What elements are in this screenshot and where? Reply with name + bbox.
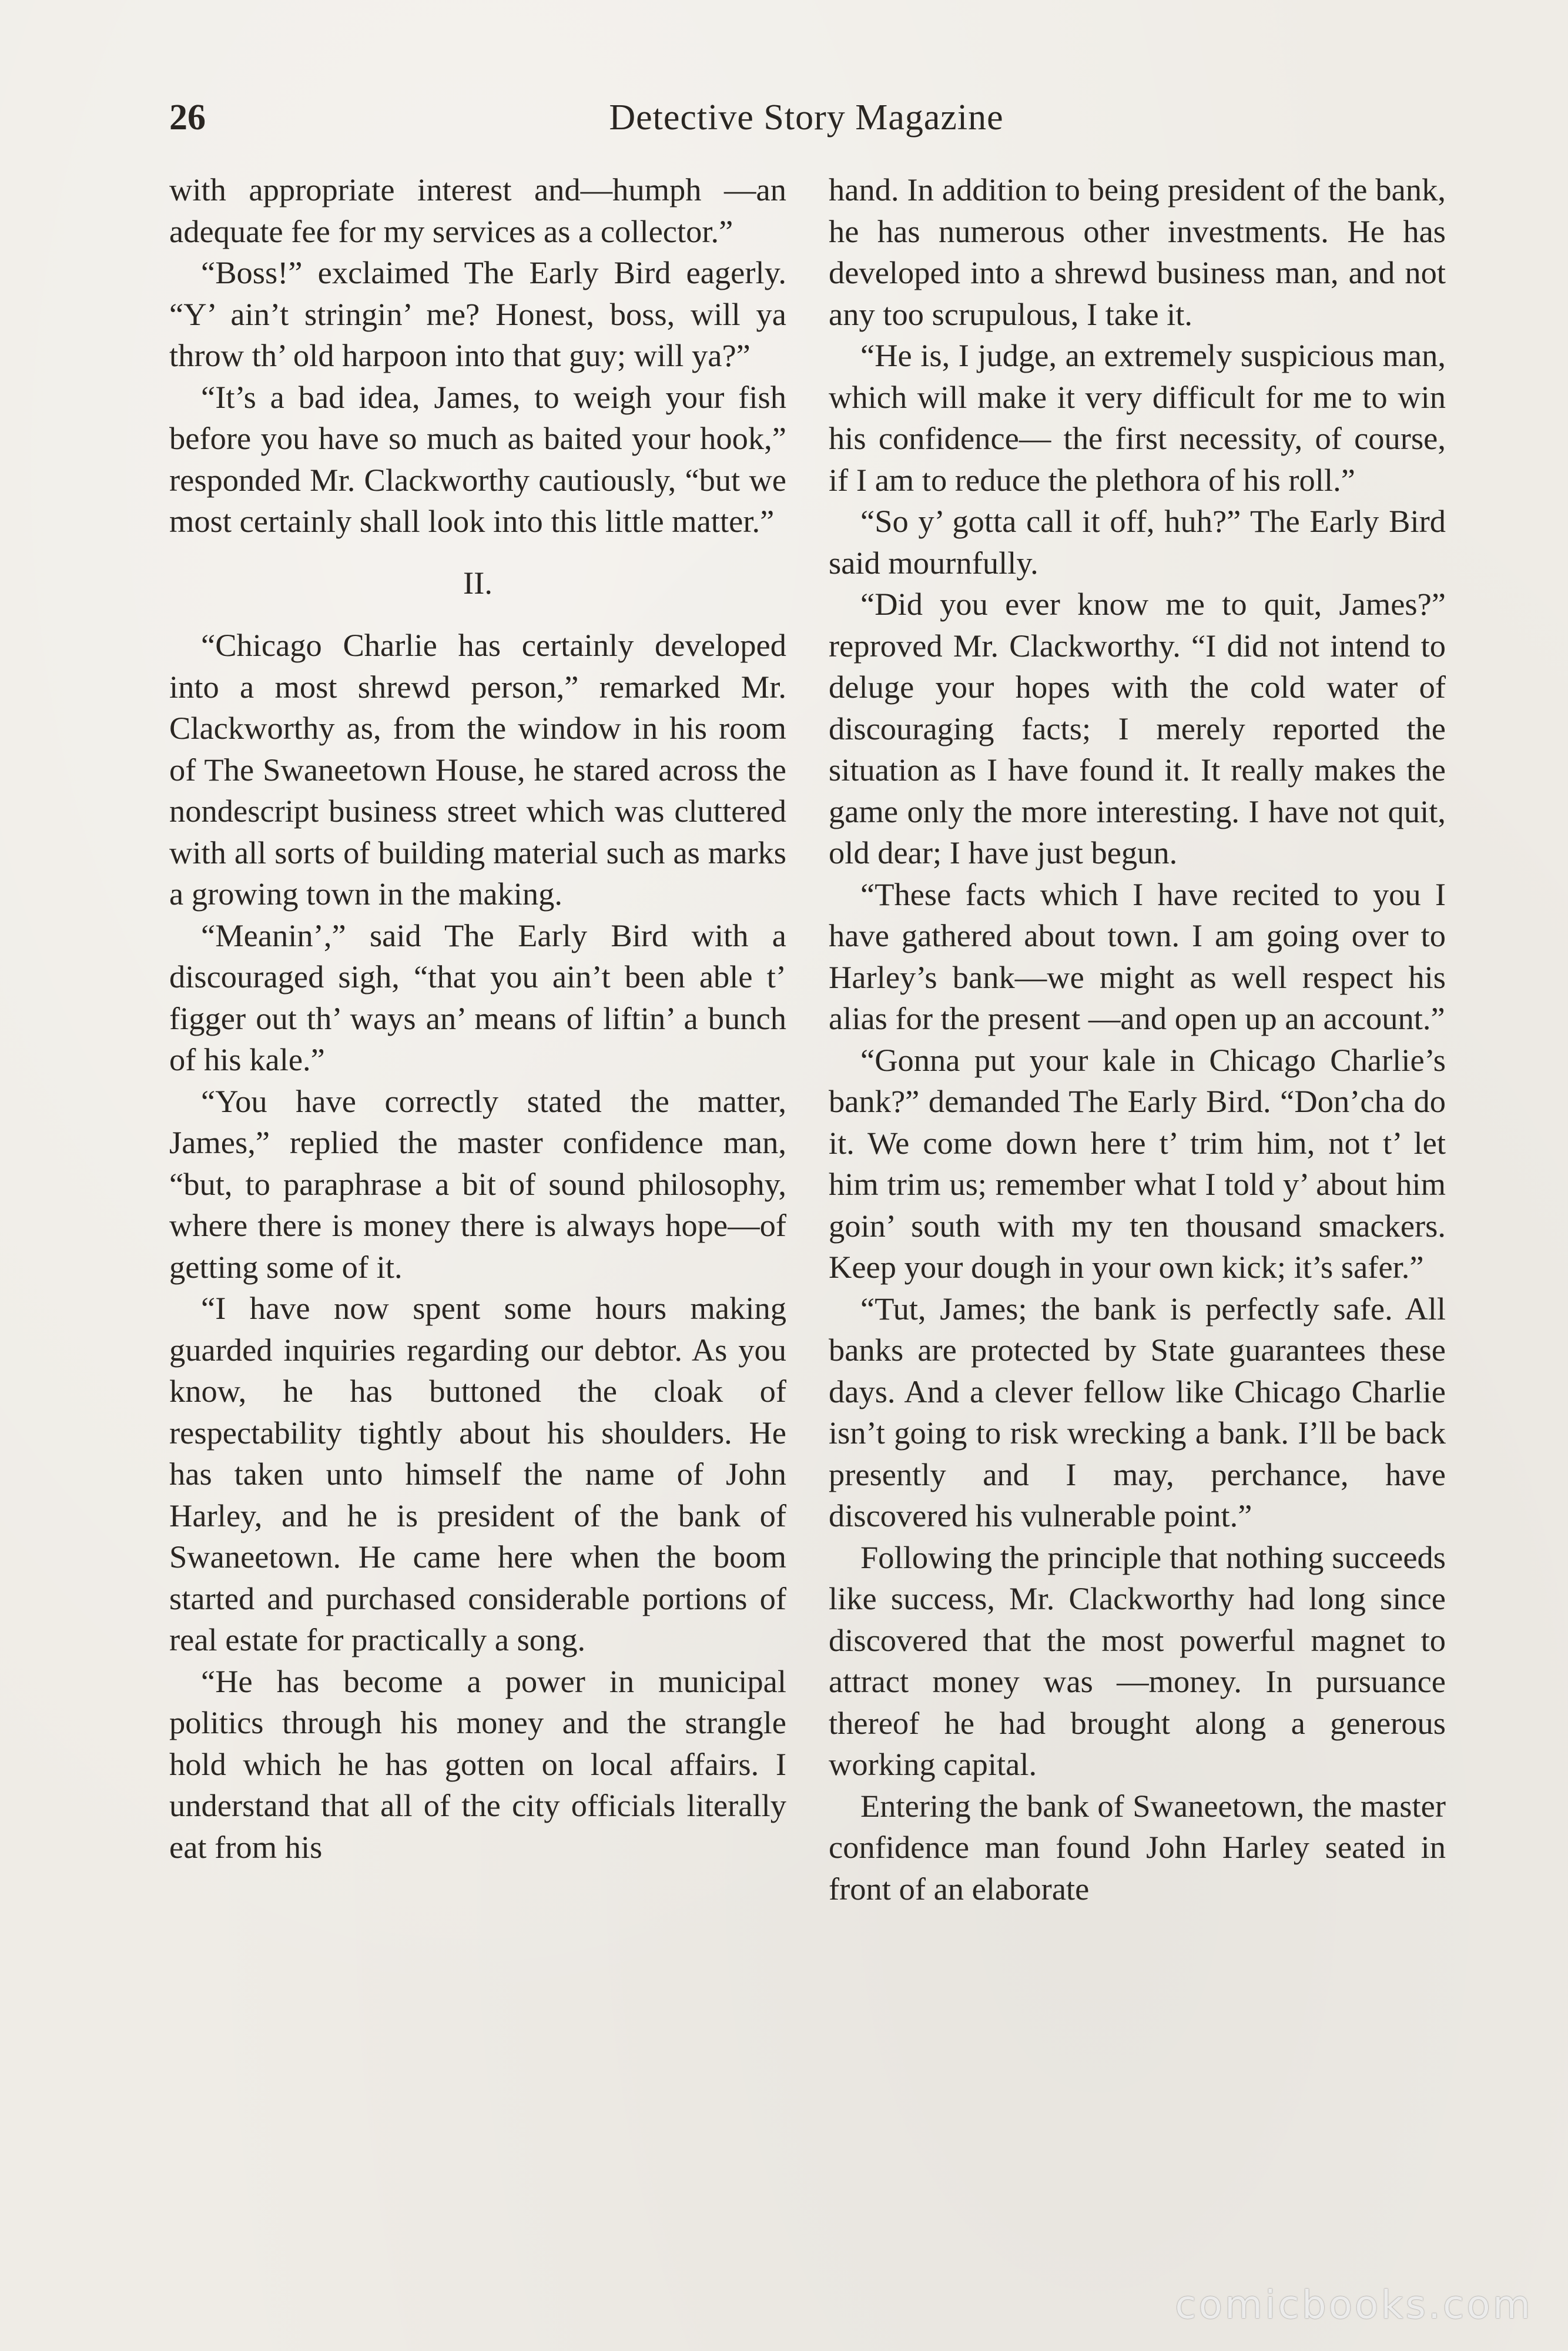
left-column bbox=[169, 169, 786, 1868]
paragraph: “So y’ gotta call it off, huh?” The Early Bird said mournfully. bbox=[829, 503, 1446, 581]
paragraph: “I have now spent some hours making guarded inquiries regarding our debtor. As you know, he has buttoned the cloak of respectability tightly about his shoulders. He has taken unto himself the name of John Harley, and he is president of the bank of Swaneetown. He came here when the boom started and purchased considerable portions of real estate for practically a song. bbox=[169, 1290, 786, 1657]
watermark: comicbooks.com bbox=[1175, 2282, 1533, 2327]
running-head-title: Detective Story Magazine bbox=[609, 98, 1004, 138]
page-header bbox=[169, 88, 1443, 147]
page-number: 26 bbox=[169, 98, 206, 138]
paragraph: “Boss!” exclaimed The Early Bird eagerly. “Y’ ain’t stringin’ me? Honest, boss, will ya throw th’ old harpoon into that guy; will ya?” bbox=[169, 254, 786, 373]
paragraph: “Did you ever know me to quit, James?” reproved Mr. Clackworthy. “I did not intend to deluge your hopes with the cold water of discouraging facts; I merely reported the situation as I have found it. It really makes the game only the more interesting. I have not quit, old dear; I have just begun. bbox=[829, 586, 1446, 870]
paragraph: with appropriate interest and—humph —an adequate fee for my services as a collector.” bbox=[169, 172, 786, 249]
paragraph: “You have correctly stated the matter, James,” replied the master confidence man, “but, to paraphrase a bit of sound philosophy, where there is money there is always hope—of getting some of it. bbox=[169, 1083, 786, 1285]
paragraph: “It’s a bad idea, James, to weigh your fish before you have so much as baited your hook,” responded Mr. Clackworthy cautiously, “but we most certainly shall look into this little matter.” bbox=[169, 379, 786, 539]
paragraph: “Tut, James; the bank is perfectly safe. All banks are protected by State guarantees these days. And a clever fellow like Chicago Charlie isn’t going to risk wrecking a bank. I’ll be back presently and I may, perchance, have discovered his vulnerable point.” bbox=[829, 1290, 1446, 1533]
paragraph: “Meanin’,” said The Early Bird with a discouraged sigh, “that you ain’t been able t’ figger out th’ ways an’ means of liftin’ a bunch of his kale.” bbox=[169, 917, 786, 1077]
paragraph: “He is, I judge, an extremely suspicious man, which will make it very difficult for me to win his confidence— the first necessity, of course, if I am to reduce the plethora of his roll.” bbox=[829, 337, 1446, 498]
paragraph: Entering the bank of Swaneetown, the master confidence man found John Harley seated in front of an elaborate bbox=[829, 1787, 1446, 1907]
paragraph: “Gonna put your kale in Chicago Charlie’s bank?” demanded The Early Bird. “Don’cha do it. We come down here t’ trim him, not t’ let him trim us; remember what I told y’ about him goin’ south with my ten thousand smackers. Keep your dough in your own kick; it’s safer.” bbox=[829, 1041, 1446, 1285]
section-heading: II. bbox=[463, 564, 492, 601]
paragraph: “These facts which I have recited to you I have gathered about town. I am going over to Harley’s bank—we might as well respect his alias for the present —and open up an account.” bbox=[829, 876, 1446, 1036]
paragraph: “He has become a power in municipal politics through his money and the strangle hold which he has gotten on local affairs. I understand that all of the city officials literally eat from his bbox=[169, 1663, 786, 1865]
paragraph: Following the principle that nothing succeeds like success, Mr. Clackworthy had long since discovered that the most powerful magnet to attract money was —money. In pursuance thereof he had brought along a generous working capital. bbox=[829, 1539, 1446, 1782]
right-column bbox=[829, 169, 1446, 1910]
paragraph: hand. In addition to being president of the bank, he has numerous other investments. He has developed into a shrewd business man, and not any too scrupulous, I take it. bbox=[829, 172, 1446, 332]
paragraph: “Chicago Charlie has certainly developed into a most shrewd person,” remarked Mr. Clackworthy as, from the window in his room of The Swaneetown House, he stared across the nondescript business street which was cluttered with all sorts of building material such as marks a growing town in the making. bbox=[169, 627, 786, 912]
